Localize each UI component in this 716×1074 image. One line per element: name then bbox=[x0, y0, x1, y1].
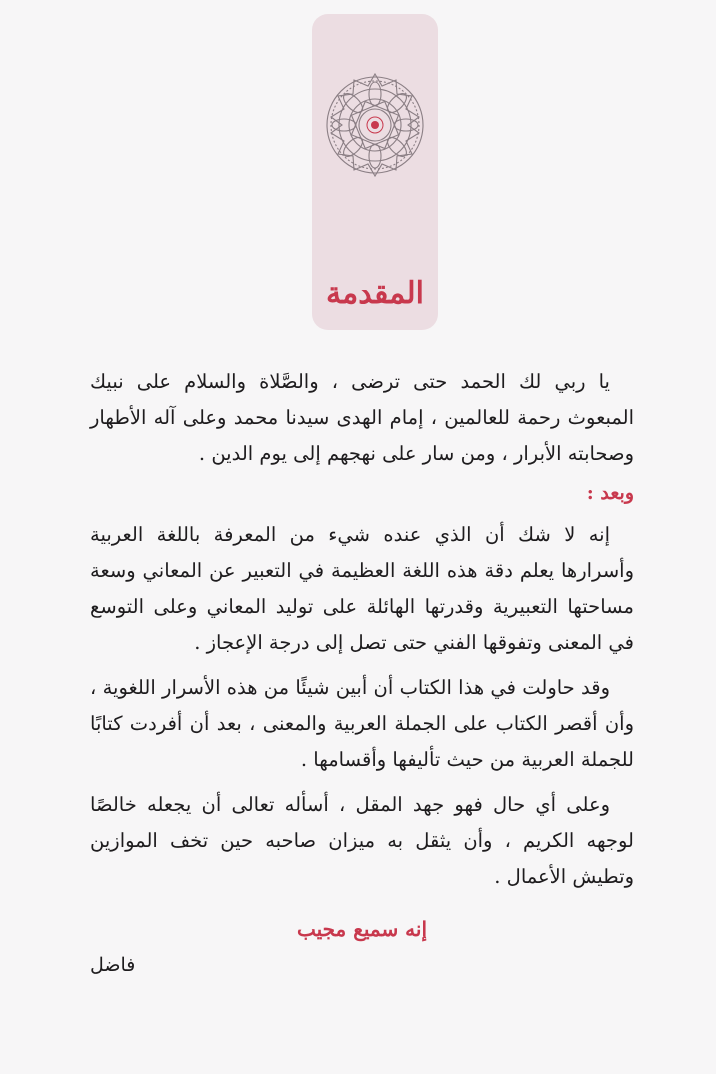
paragraph-praise: يا ربي لك الحمد حتى ترضى ، والصَّلاة والسلام على نبيك المبعوث رحمة للعالمين ، إمام الهدى سيدنا محمد وعلى آله الأطهار وصحابته الأبرار ، ومن سار على نهجهم إلى يوم الدين . bbox=[90, 370, 634, 465]
paragraph-book-purpose: وقد حاولت في هذا الكتاب أن أبين شيئًا من هذه الأسرار اللغوية ، وأن أقصر الكتاب على الجملة العربية والمعنى ، بعد أن أفردت كتابًا للجملة العربية من حيث تأليفها وأقسامها . bbox=[90, 676, 634, 771]
transition-heading: وبعد : bbox=[586, 482, 634, 504]
introduction-text bbox=[90, 364, 634, 947]
closing-line: إنه سميع مجيب bbox=[296, 917, 428, 941]
arabesque-rosette-icon bbox=[322, 72, 428, 178]
author-signature: فاضل bbox=[90, 954, 136, 976]
paragraph-arabic-language: إنه لا شك أن الذي عنده شيء من المعرفة باللغة العربية وأسرارها يعلم دقة هذه اللغة العظيمة في التعبير عن المعاني وسعة مساحتها التعبيرية وقدرتها الهائلة على توليد المعاني وعلى التوسع في المعنى وتفوقها الفني حتى تصل إلى درجة الإعجاز . bbox=[90, 523, 634, 654]
chapter-title: المقدمة bbox=[326, 276, 424, 311]
paragraph-supplication: وعلى أي حال فهو جهد المقل ، أسأله تعالى أن يجعله خالصًا لوجهه الكريم ، وأن يثقل به ميزان صاحبه حين تخف الموازين وتطيش الأعمال . bbox=[90, 793, 634, 888]
chapter-heading-card bbox=[312, 14, 438, 330]
